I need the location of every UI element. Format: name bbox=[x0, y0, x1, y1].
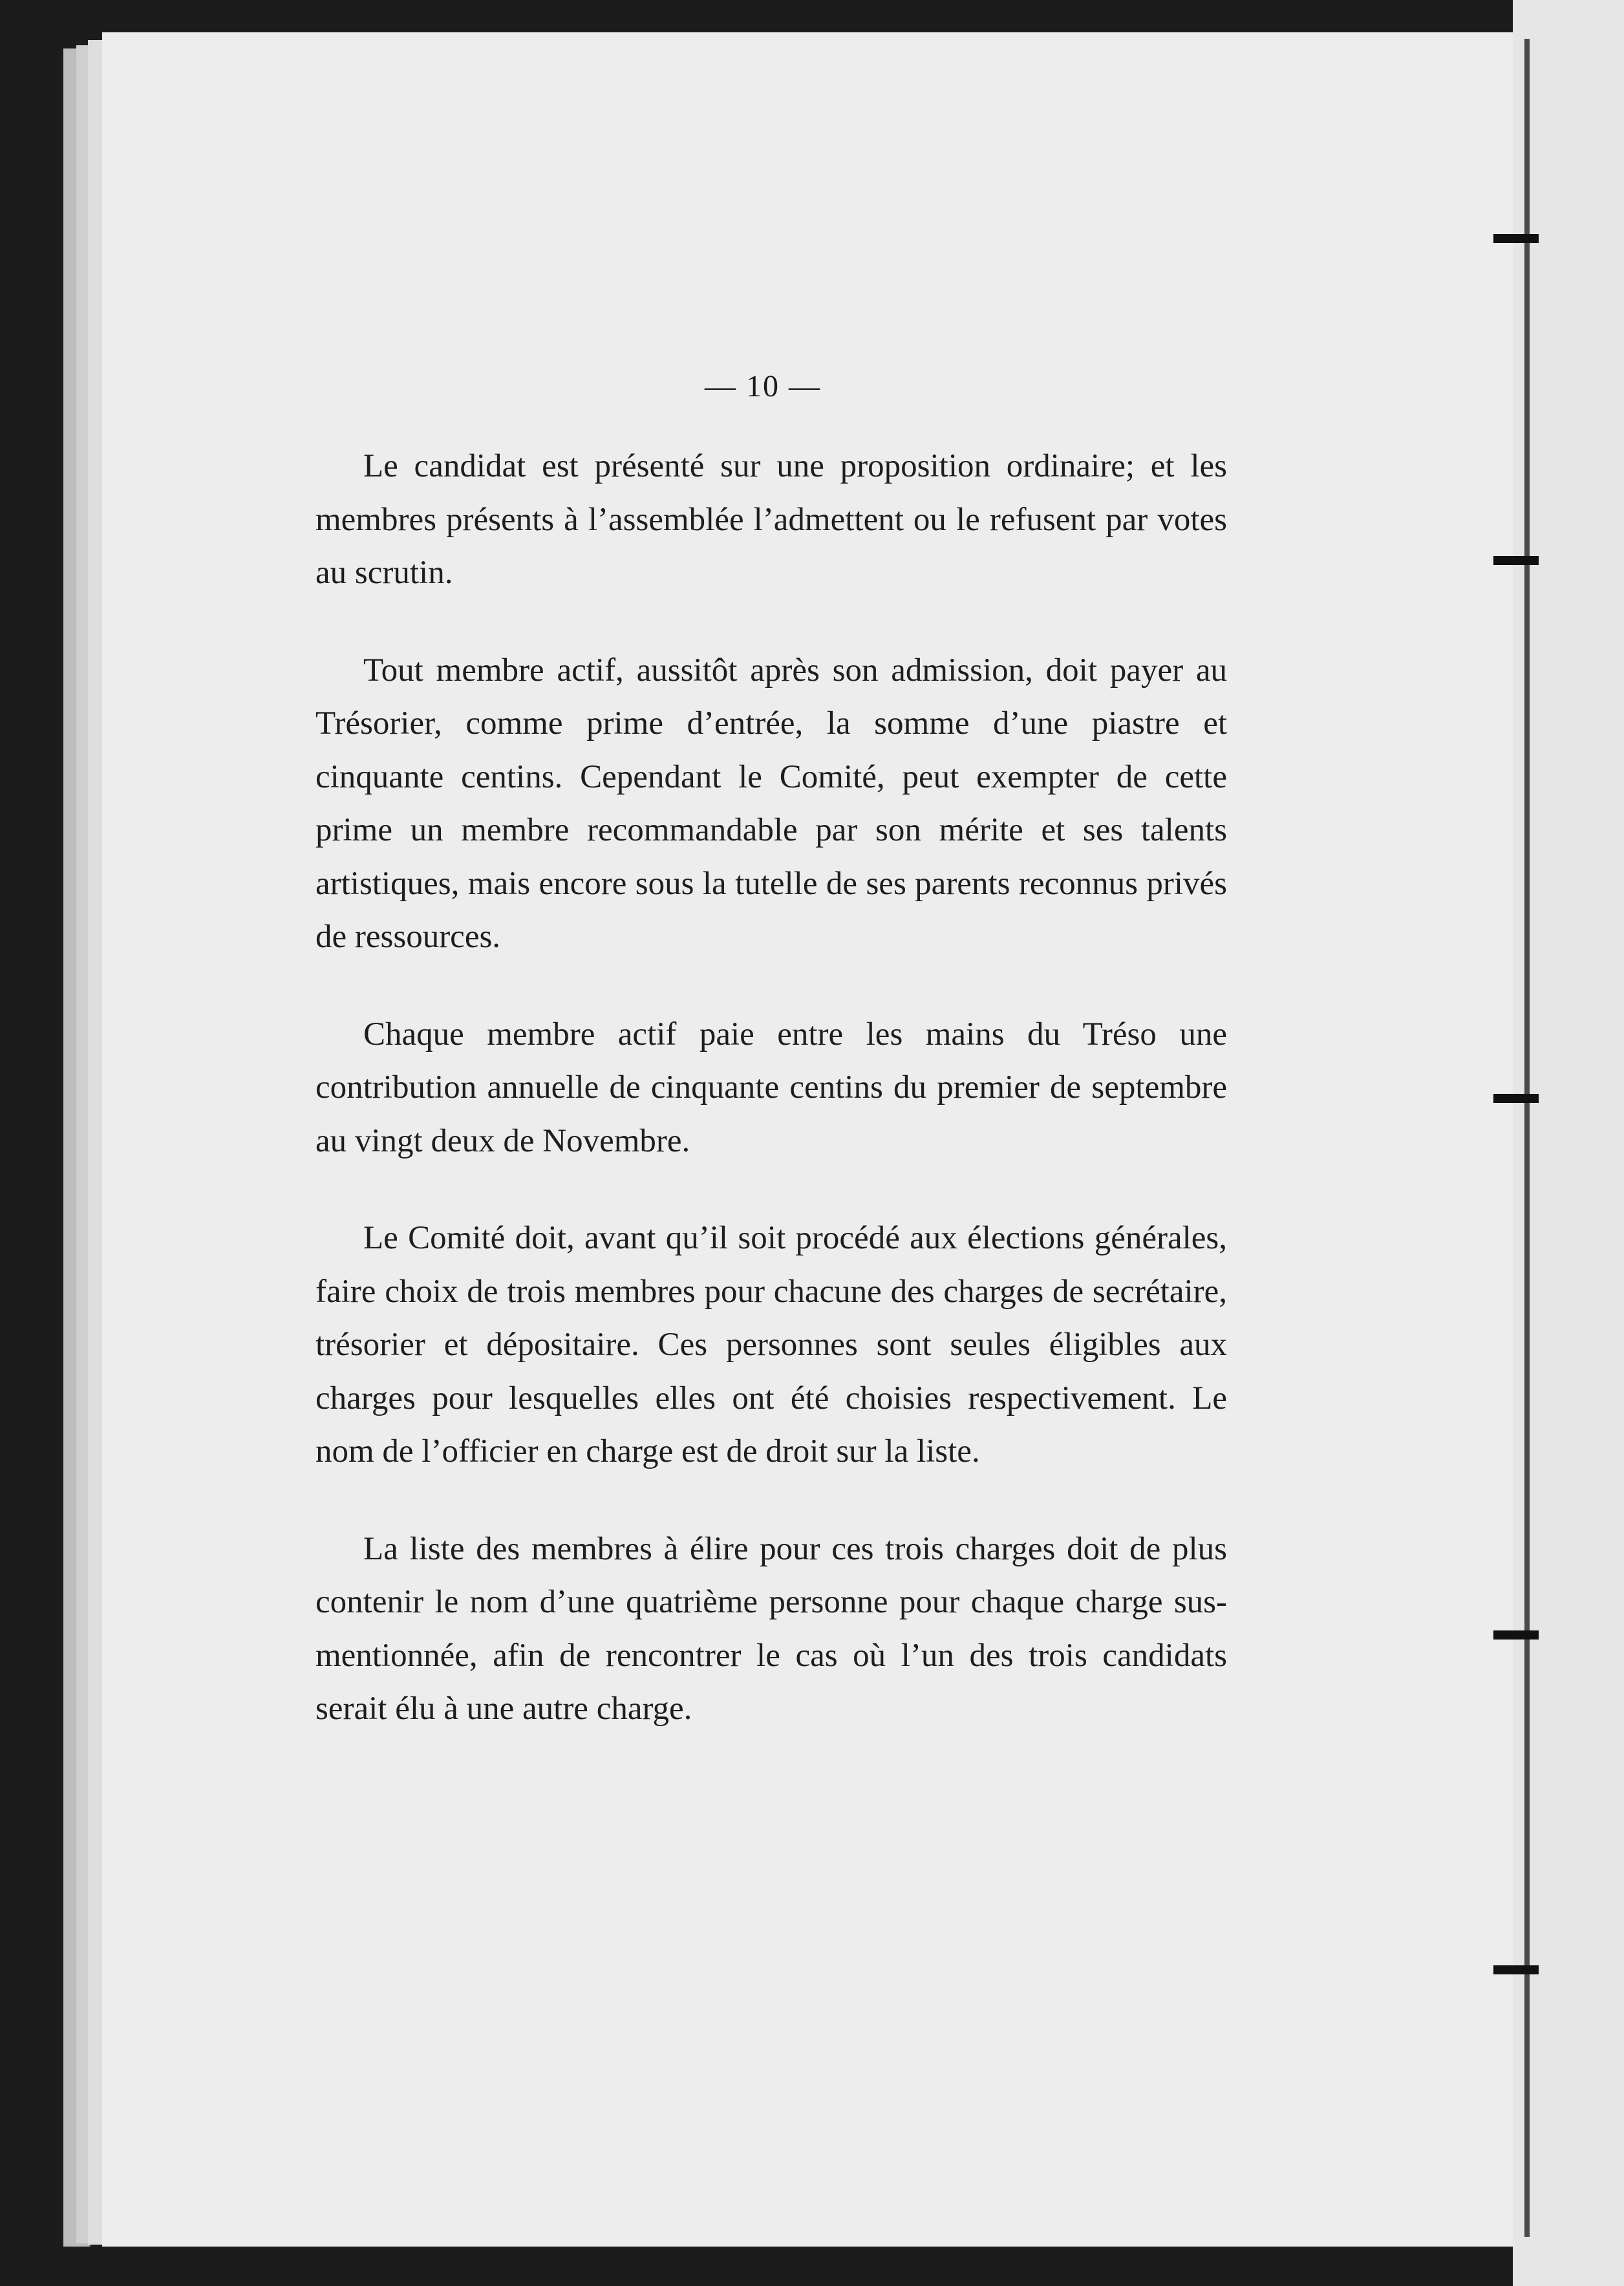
binding-stitch bbox=[1493, 1094, 1539, 1103]
paragraph-member-list: La liste des membres à élire pour ces trois charges doit de plus contenir le nom d’une quatrième personne pour chaque charge sus-mentionnée, afin de rencontrer le cas où l’un des trois candidats serait élu à une autre charge. bbox=[315, 1530, 1227, 1727]
binding-stitch bbox=[1493, 1630, 1539, 1640]
binding-spine bbox=[1524, 39, 1530, 2237]
binding-stitch bbox=[1493, 234, 1539, 243]
paragraph-annual-contribution: Chaque membre actif paie entre les mains du Tréso une contribution annuelle de cinquante centins du premier de septembre au vingt deux de Novembre. bbox=[315, 1016, 1227, 1159]
paragraph-candidate-admission: Le candidat est présenté sur une proposition ordinaire; et les membres présents à l’assemblée l’admettent ou le refusent par votes au scrutin. bbox=[315, 448, 1227, 591]
binding-stitch bbox=[1493, 556, 1539, 565]
binding-stitch bbox=[1493, 1965, 1539, 1974]
paragraph-entry-fee: Tout membre actif, aussitôt après son admission, doit payer au Trésorier, comme prime d’entrée, la somme d’une piastre et cinquante centins. Cependant le Comité, peut exempter de cette prime un membre recommandable par son mérite et ses talents artistiques, mais encore sous la tutelle de ses parents reconnus privés de ressources. bbox=[315, 652, 1227, 955]
body-text bbox=[315, 440, 1227, 1780]
paragraph-committee-elections: Le Comité doit, avant qu’il soit procédé aux élections générales, faire choix de trois membres pour chacune des charges de secrétaire, trésorier et dépositaire. Ces personnes sont seules éligibles aux charges pour lesquelles elles ont été choisies respectivement. Le nom de l’officier en charge est de droit sur la liste. bbox=[315, 1220, 1227, 1469]
page-number: — 10 — bbox=[705, 369, 821, 403]
